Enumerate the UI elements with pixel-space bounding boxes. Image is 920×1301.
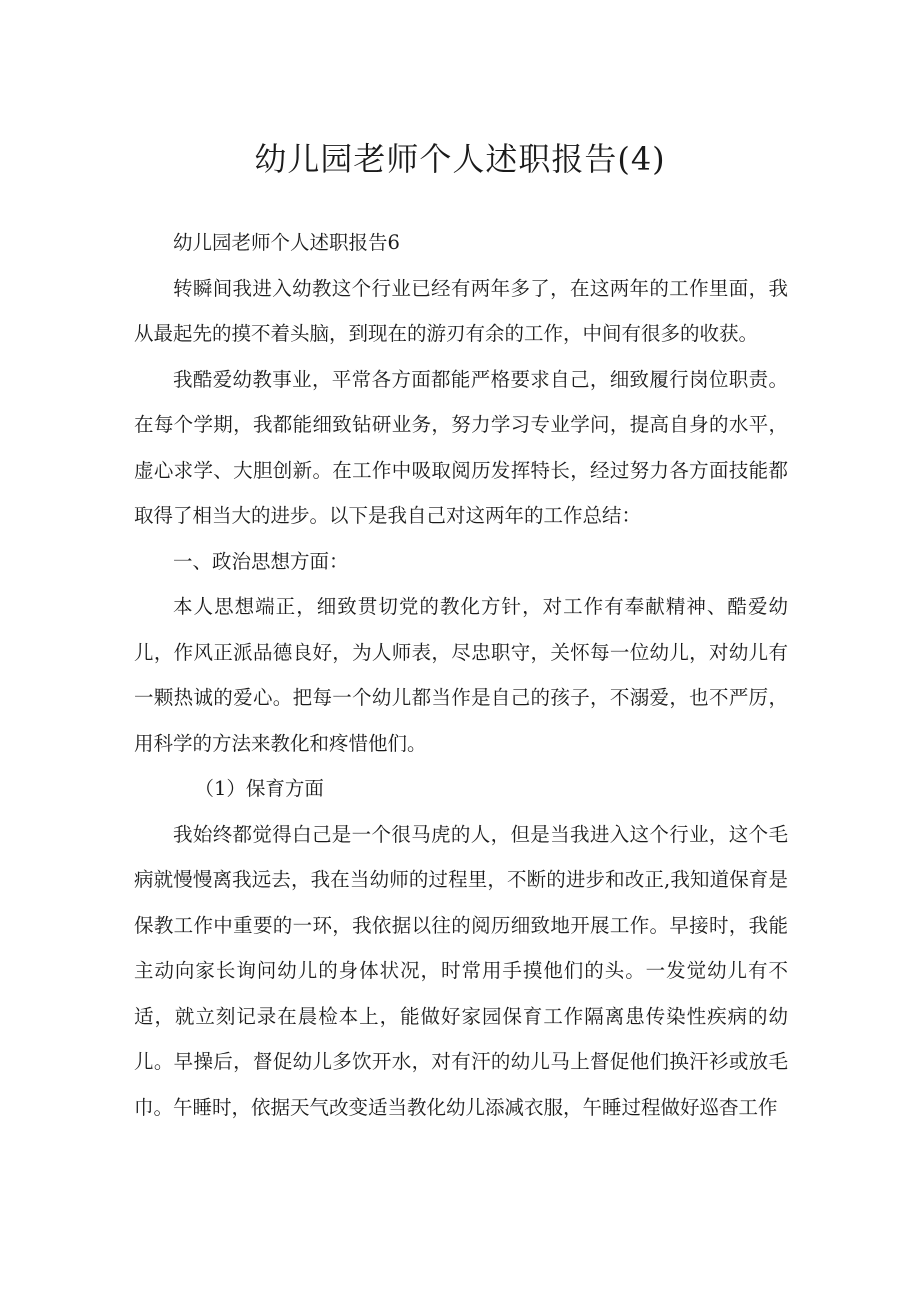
paragraph-subtitle: 幼儿园老师个人述职报告6 bbox=[173, 231, 400, 254]
document-title: 幼儿园老师个人述职报告(4) bbox=[254, 140, 666, 178]
document-body bbox=[134, 220, 788, 1130]
paragraph-dedication: 我酷爱幼教事业，平常各方面都能严格要求自己，细致履行岗位职责。在每个学期，我都能细致钻研业务，努力学习专业学问，提高自身的水平，虚心求学、大胆创新。在工作中吸取阅历发挥特长，经过努力各方面技能都取得了相当大的进步。以下是我自己对这两年的工作总结： bbox=[134, 367, 788, 527]
paragraph-care: 我始终都觉得白己是一个很马虎的人，但是当我进入这个行业，这个毛病就慢慢离我远去，我在当幼师的过程里，不断的进步和改正,我知道保育是保教工作中重要的一环，我依据以往的阅历细致地开展工作。早接时，我能主动向家长询问幼儿的身体状况，时常用手摸他们的头。一发觉幼儿有不适，就立刻记录在晨检本上，能做好家园保育工作隔离患传染性疾病的幼儿。早操后，督促幼儿多饮开水，对有汗的幼儿马上督促他们换汗衫或放毛巾。午睡时，依据天气改变适当教化幼儿添减衣服，午睡过程做好巡杳工作 bbox=[134, 822, 788, 1119]
section-heading-politics: 一、政治思想方面： bbox=[173, 549, 349, 573]
paragraph-intro: 转瞬间我进入幼教这个行业已经有两年多了，在这两年的工作里面，我从最起先的摸不着头脑，到现在的游刃有余的工作，中间有很多的收获。 bbox=[134, 276, 788, 345]
paragraph-politics: 本人思想端正，细致贯切党的教化方针，对工作有奉献精神、酷爱幼儿，作风正派品德良好，为人师表，尽忠职守，关怀每一位幼儿，对幼儿有一颗热诚的爱心。把每一个幼儿都当作是自己的孩子，不溺爱，也不严厉，用科学的方法来教化和疼惜他们。 bbox=[134, 595, 788, 755]
subsection-heading-care: （1）保育方面 bbox=[194, 777, 324, 800]
